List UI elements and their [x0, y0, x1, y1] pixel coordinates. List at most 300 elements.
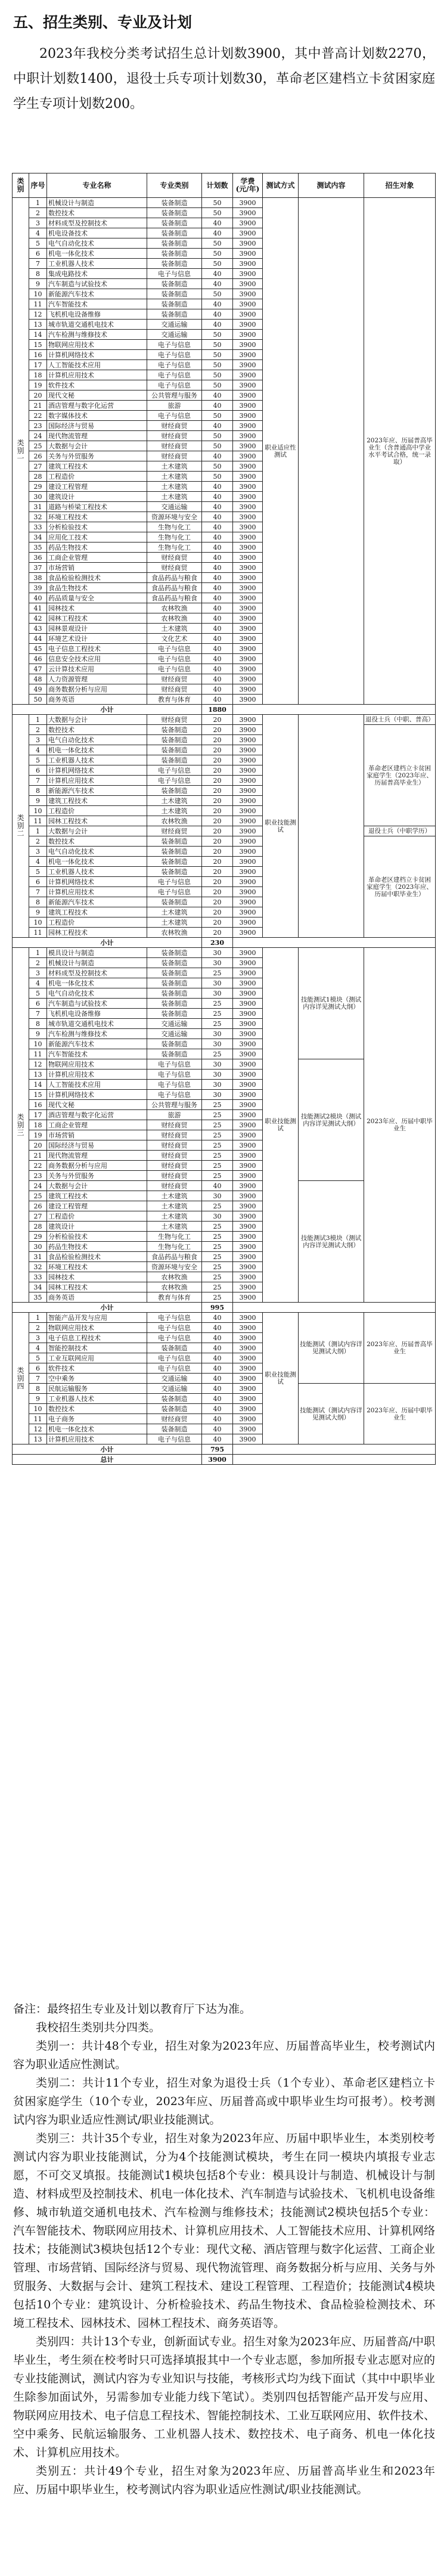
row-number: 5: [29, 988, 47, 999]
major-category: 装备制造: [147, 725, 202, 735]
plan-count: 20: [202, 735, 233, 745]
major-category: 财经商贸: [147, 1140, 202, 1151]
subtotal-label: 小计: [13, 938, 202, 948]
major-name: 物联网应用技术: [47, 1059, 147, 1070]
row-number: 1: [29, 1313, 47, 1323]
row-number: 20: [29, 1140, 47, 1151]
plan-count: 50: [202, 370, 233, 380]
tuition: 3900: [233, 380, 263, 390]
row-number: 1: [29, 198, 47, 208]
plan-count: 40: [202, 299, 233, 309]
plan-count: 40: [202, 684, 233, 695]
major-name: 药品质量与安全: [47, 593, 147, 603]
row-number: 7: [29, 259, 47, 269]
major-category: 财经商贸: [147, 715, 202, 725]
major-name: 酒店管理与数字化运营: [47, 1110, 147, 1120]
row-number: 5: [29, 867, 47, 877]
tuition: 3900: [233, 1374, 263, 1384]
plan-count: 40: [202, 1404, 233, 1414]
row-number: 33: [29, 1272, 47, 1282]
major-name: 药品生物技术: [47, 1242, 147, 1252]
major-name: 计算机应用技术: [47, 776, 147, 786]
major-name: 大数据与会计: [47, 441, 147, 451]
tuition: 3900: [233, 431, 263, 441]
subtotal-value: 1880: [202, 705, 233, 715]
tuition: 3900: [233, 1161, 263, 1171]
tuition: 3900: [233, 1100, 263, 1110]
major-name: 建筑设计: [47, 492, 147, 502]
plan-count: 20: [202, 917, 233, 928]
tuition: 3900: [233, 583, 263, 593]
plan-count: 40: [202, 502, 233, 512]
plan-count: 25: [202, 1292, 233, 1303]
major-category: 交通运输: [147, 1019, 202, 1029]
table-header-row: [13, 173, 436, 198]
major-category: 装备制造: [147, 836, 202, 847]
row-number: 41: [29, 603, 47, 613]
major-name: 工业机器人技术: [47, 1394, 147, 1404]
row-number: 30: [29, 492, 47, 502]
major-category: 电子与信息: [147, 360, 202, 370]
plan-count: 25: [202, 1272, 233, 1282]
plan-count: 20: [202, 907, 233, 917]
major-name: 计算机应用技术: [47, 370, 147, 380]
tuition: 3900: [233, 1080, 263, 1090]
major-name: 新能源汽车技术: [47, 786, 147, 796]
tuition: 3900: [233, 1191, 263, 1201]
plan-count: 30: [202, 948, 233, 958]
tuition: 3900: [233, 755, 263, 765]
tuition: 3900: [233, 1424, 263, 1434]
tuition: 3900: [233, 228, 263, 238]
plan-count: 30: [202, 978, 233, 988]
major-category: 土木建筑: [147, 492, 202, 502]
row-number: 27: [29, 1211, 47, 1222]
tuition: 3900: [233, 259, 263, 269]
row-number: 31: [29, 1252, 47, 1262]
plan-count: 50: [202, 431, 233, 441]
tuition: 3900: [233, 543, 263, 553]
major-name: 园林工程技术: [47, 816, 147, 826]
major-name: 电子商务: [47, 1414, 147, 1424]
major-category: 土木建筑: [147, 796, 202, 806]
major-category: 农林牧渔: [147, 613, 202, 624]
plan-count: 40: [202, 654, 233, 664]
tuition: 3900: [233, 928, 263, 938]
major-category: 土木建筑: [147, 907, 202, 917]
major-name: 商务英语: [47, 695, 147, 705]
row-number: 1: [29, 948, 47, 958]
plan-count: 20: [202, 887, 233, 897]
plan-count: 25: [202, 1232, 233, 1242]
row-number: 42: [29, 613, 47, 624]
plan-count: 40: [202, 482, 233, 492]
tuition: 3900: [233, 593, 263, 603]
major-category: 食品药品与粮食: [147, 583, 202, 593]
major-name: 电气自动化技术: [47, 988, 147, 999]
plan-count: 40: [202, 634, 233, 644]
row-number: 10: [29, 1404, 47, 1414]
enrollment-plan-table: [12, 173, 436, 1465]
major-category: 资源环境与安全: [147, 1262, 202, 1272]
row-number: 25: [29, 1191, 47, 1201]
major-name: 汽车检测与维修技术: [47, 1029, 147, 1039]
subtotal-value: 995: [202, 1303, 233, 1313]
subtotal-row: [13, 938, 436, 948]
major-category: 装备制造: [147, 208, 202, 218]
tuition: 3900: [233, 1049, 263, 1059]
column-header: 计划数: [202, 173, 233, 198]
row-number: 40: [29, 593, 47, 603]
major-category: 电子与信息: [147, 340, 202, 350]
plan-count: 50: [202, 461, 233, 472]
tuition: 3900: [233, 715, 263, 725]
major-category: 土木建筑: [147, 461, 202, 472]
major-name: 材料成型及控制技术: [47, 968, 147, 978]
column-header: 序号: [29, 173, 47, 198]
major-category: 装备制造: [147, 1343, 202, 1353]
tuition: 3900: [233, 249, 263, 259]
tuition: 3900: [233, 1232, 263, 1242]
table-row: [13, 1313, 436, 1323]
plan-count: 25: [202, 1019, 233, 1029]
merged-cell: 技能测试2模块（测试内容详见测试大纲）: [299, 1059, 364, 1181]
major-name: 智能控制技术: [47, 1343, 147, 1353]
major-category: 农林牧渔: [147, 603, 202, 613]
row-number: 24: [29, 431, 47, 441]
major-category: 土木建筑: [147, 1211, 202, 1222]
tuition: 3900: [233, 553, 263, 563]
table-row: [13, 725, 436, 735]
tuition: 3900: [233, 826, 263, 836]
plan-count: 40: [202, 674, 233, 684]
plan-count: 40: [202, 613, 233, 624]
tuition: 3900: [233, 370, 263, 380]
row-number: 2: [29, 208, 47, 218]
plan-count: 30: [202, 1191, 233, 1201]
major-category: 土木建筑: [147, 917, 202, 928]
major-name: 国际经济与贸易: [47, 421, 147, 431]
major-name: 工商企业管理: [47, 1120, 147, 1130]
plan-count: 25: [202, 1140, 233, 1151]
row-number: 14: [29, 1080, 47, 1090]
tuition: 3900: [233, 1171, 263, 1181]
plan-count: 20: [202, 796, 233, 806]
tuition: 3900: [233, 269, 263, 279]
tuition: 3900: [233, 816, 263, 826]
tuition: 3900: [233, 451, 263, 461]
tuition: 3900: [233, 1019, 263, 1029]
major-name: 建筑工程技术: [47, 907, 147, 917]
major-category: 财经商贸: [147, 431, 202, 441]
major-category: 教育与体育: [147, 695, 202, 705]
major-category: 财经商贸: [147, 1161, 202, 1171]
plan-count: 40: [202, 593, 233, 603]
major-name: 建筑工程技术: [47, 796, 147, 806]
major-category: 食品药品与粮食: [147, 1252, 202, 1262]
major-name: 关务与外贸服务: [47, 451, 147, 461]
tuition: 3900: [233, 309, 263, 320]
major-category: 电子与信息: [147, 1090, 202, 1100]
tuition: 3900: [233, 1059, 263, 1070]
major-name: 计算机网络技术: [47, 350, 147, 360]
major-category: 财经商贸: [147, 441, 202, 451]
plan-count: 30: [202, 1211, 233, 1222]
major-name: 环境艺术设计: [47, 634, 147, 644]
major-name: 机械设计与制造: [47, 198, 147, 208]
row-number: 28: [29, 472, 47, 482]
row-number: 28: [29, 1222, 47, 1232]
row-number: 25: [29, 441, 47, 451]
plan-count: 50: [202, 249, 233, 259]
major-category: 装备制造: [147, 786, 202, 796]
major-name: 工业机器人技术: [47, 259, 147, 269]
major-name: 人工智能技术应用: [47, 360, 147, 370]
tuition: 3900: [233, 1313, 263, 1323]
major-category: 装备制造: [147, 857, 202, 867]
major-category: 装备制造: [147, 1049, 202, 1059]
row-number: 7: [29, 887, 47, 897]
major-name: 道路与桥梁工程技术: [47, 502, 147, 512]
major-name: 关务与外贸服务: [47, 1171, 147, 1181]
plan-count: 20: [202, 897, 233, 907]
major-category: 装备制造: [147, 259, 202, 269]
major-category: 财经商贸: [147, 826, 202, 836]
total-label: 总计: [13, 1455, 202, 1465]
major-name: 数字媒体技术: [47, 411, 147, 421]
major-category: 电子与信息: [147, 380, 202, 390]
row-number: 38: [29, 573, 47, 583]
notes-paragraph: 类别二：共计11个专业，招生对象为退役士兵（1个专业）、革命老区建档立卡贫困家庭学生（10个专业，2023年应、历届普高或中职毕业生均可报考）。校考测试内容为职业适应性测试/职业技能测试。: [13, 2076, 435, 2126]
tuition: 3900: [233, 1252, 263, 1262]
column-header: 类别: [13, 173, 29, 198]
tuition: 3900: [233, 735, 263, 745]
column-header: 测试方式: [263, 173, 299, 198]
plan-count: 50: [202, 330, 233, 340]
major-name: 园林工程技术: [47, 613, 147, 624]
major-name: 新能源汽车技术: [47, 897, 147, 907]
major-category: 装备制造: [147, 755, 202, 765]
tuition: 3900: [233, 1211, 263, 1222]
row-number: 10: [29, 917, 47, 928]
major-name: 电子信息工程技术: [47, 644, 147, 654]
major-name: 电气自动化技术: [47, 238, 147, 249]
subtotal-label: 小计: [13, 1444, 202, 1455]
major-name: 环境工程技术: [47, 1262, 147, 1272]
major-category: 装备制造: [147, 897, 202, 907]
subtotal-row: [13, 1444, 436, 1455]
major-category: 装备制造: [147, 1404, 202, 1414]
tuition: 3900: [233, 624, 263, 634]
major-name: 计算机网络技术: [47, 765, 147, 776]
major-name: 机电一体化技术: [47, 857, 147, 867]
major-name: 计算机应用技术: [47, 1070, 147, 1080]
subtotal-label: 小计: [13, 705, 202, 715]
merged-cell: 2023年应、历届中职毕业生: [364, 948, 436, 1303]
row-number: 8: [29, 269, 47, 279]
row-number: 33: [29, 522, 47, 532]
tuition: 3900: [233, 1039, 263, 1049]
row-number: 43: [29, 624, 47, 634]
notes-paragraph: 类别三：共计35个专业，招生对象为2023年应、历届中职毕业生，本类别校考测试内容为职业技能测试，分为4个技能测试模块，考生在同一模块内填报专业志愿，不可交叉填报。技能测试1模块包括8个专业：模具设计与制造、机械设计与制造、材料成型及控制技术、机电一体化技术、汽车制造与试验技术、飞机机电设备维修、城市轨道交通机电技术、汽车检测与维修技术；技能测试2模块包括5个专业：汽车智能技术、物联网应用技术、计算机应用技术、人工智能技术应用、计算机网络技术；技能测试3模块包括12个专业：现代文秘、酒店管理与数字化运营、工商企业管理、市场营销、国际经济与贸易、现代物流管理、商务数据分析与应用、关务与外贸服务、大数据与会计、建筑工程技术、建设工程管理、工程造价；技能测试4模块包括10个专业：建筑设计、分析检验技术、药品生物技术、食品检验检测技术、环境工程技术、园林技术、园林工程技术、商务英语等。: [13, 2132, 435, 2330]
major-category: 食品药品与粮食: [147, 573, 202, 583]
major-category: 财经商贸: [147, 553, 202, 563]
plan-count: 20: [202, 816, 233, 826]
merged-cell: 退役士兵（中职学历）: [364, 826, 436, 836]
major-name: 汽车智能技术: [47, 299, 147, 309]
plan-count: 25: [202, 1100, 233, 1110]
subtotal-row: [13, 705, 436, 715]
plan-count: 25: [202, 1009, 233, 1019]
merged-cell: 革命老区建档立卡贫困家庭学生（2023年应、历届普高毕业生）: [364, 725, 436, 826]
major-category: 装备制造: [147, 1039, 202, 1049]
table-cell: [233, 1444, 436, 1455]
plan-count: 40: [202, 279, 233, 289]
tuition: 3900: [233, 978, 263, 988]
tuition: 3900: [233, 857, 263, 867]
row-number: 9: [29, 1029, 47, 1039]
subtotal-label: 小计: [13, 1303, 202, 1313]
row-number: 9: [29, 907, 47, 917]
major-name: 食品检验检测技术: [47, 573, 147, 583]
tuition: 3900: [233, 654, 263, 664]
major-category: 电子与信息: [147, 269, 202, 279]
merged-cell: [299, 715, 364, 938]
major-name: 电子信息工程技术: [47, 1333, 147, 1343]
plan-count: 40: [202, 553, 233, 563]
plan-count: 40: [202, 1313, 233, 1323]
notes-paragraph: 我校招生类别共分四类。: [36, 2021, 161, 2034]
major-category: 电子与信息: [147, 1333, 202, 1343]
major-category: 电子与信息: [147, 1070, 202, 1080]
column-header: 专业类别: [147, 173, 202, 198]
table-row: [13, 715, 436, 725]
plan-count: 40: [202, 573, 233, 583]
major-name: 工业互联网应用: [47, 1353, 147, 1363]
category-label: 类别三: [13, 948, 29, 1303]
tuition: 3900: [233, 806, 263, 816]
tuition: 3900: [233, 330, 263, 340]
tuition: 3900: [233, 776, 263, 786]
tuition: 3900: [233, 1029, 263, 1039]
tuition: 3900: [233, 218, 263, 228]
major-category: 土木建筑: [147, 1201, 202, 1211]
plan-count: 30: [202, 1080, 233, 1090]
major-name: 机电一体化技术: [47, 745, 147, 755]
major-category: 财经商贸: [147, 1414, 202, 1424]
major-category: 交通运输: [147, 1384, 202, 1394]
table-cell: [233, 1303, 436, 1313]
row-number: 15: [29, 340, 47, 350]
major-name: 数控技术: [47, 725, 147, 735]
major-category: 农林牧渔: [147, 928, 202, 938]
row-number: 10: [29, 1039, 47, 1049]
major-category: 土木建筑: [147, 1191, 202, 1201]
intro-paragraph: 2023年我校分类考试招生总计划数3900，其中普高计划数2270，中职计划数1400，退役士兵专项计划数30，革命老区建档立卡贫困家庭学生专项计划数200。: [13, 47, 435, 111]
row-number: 12: [29, 1059, 47, 1070]
tuition: 3900: [233, 208, 263, 218]
plan-count: 30: [202, 1059, 233, 1070]
row-number: 6: [29, 877, 47, 887]
tuition: 3900: [233, 958, 263, 968]
table-cell: [233, 938, 436, 948]
row-number: 20: [29, 390, 47, 401]
major-category: 生物与化工: [147, 543, 202, 553]
row-number: 23: [29, 421, 47, 431]
tuition: 3900: [233, 877, 263, 887]
tuition: 3900: [233, 867, 263, 877]
row-number: 30: [29, 1242, 47, 1252]
major-name: 模具设计与制造: [47, 948, 147, 958]
plan-count: 50: [202, 238, 233, 249]
row-number: 21: [29, 401, 47, 411]
notes-paragraph: 类别一：共计48个专业，招生对象为2023年应、历届普高毕业生，校考测试内容为职业适应性测试。: [13, 2039, 435, 2071]
major-name: 电气自动化技术: [47, 735, 147, 745]
tuition: 3900: [233, 1292, 263, 1303]
plan-count: 40: [202, 1414, 233, 1424]
row-number: 5: [29, 1353, 47, 1363]
plan-count: 40: [202, 401, 233, 411]
plan-count: 25: [202, 1110, 233, 1120]
plan-count: 50: [202, 360, 233, 370]
row-number: 3: [29, 218, 47, 228]
merged-cell: 职业技能测试: [263, 948, 299, 1303]
major-category: 财经商贸: [147, 1181, 202, 1191]
row-number: 22: [29, 1161, 47, 1171]
plan-count: 20: [202, 928, 233, 938]
row-number: 13: [29, 320, 47, 330]
major-name: 建筑工程技术: [47, 1191, 147, 1201]
plan-count: 40: [202, 664, 233, 674]
major-name: 环境工程技术: [47, 512, 147, 522]
major-category: 电子与信息: [147, 664, 202, 674]
row-number: 17: [29, 1110, 47, 1120]
row-number: 8: [29, 786, 47, 796]
total-value: 3900: [202, 1455, 233, 1465]
table-row: [13, 826, 436, 836]
row-number: 31: [29, 502, 47, 512]
table-row: [13, 948, 436, 958]
plan-count: 40: [202, 532, 233, 543]
major-category: 土木建筑: [147, 1222, 202, 1232]
plan-count: 40: [202, 228, 233, 238]
major-name: 集成电路技术: [47, 269, 147, 279]
major-name: 机电设备技术: [47, 228, 147, 238]
merged-cell: 技能测试3模块（测试内容详见测试大纲）: [299, 1181, 364, 1303]
tuition: 3900: [233, 401, 263, 411]
row-number: 1: [29, 826, 47, 836]
major-name: 信息安全技术应用: [47, 654, 147, 664]
plan-count: 25: [202, 1222, 233, 1232]
major-category: 财经商贸: [147, 421, 202, 431]
major-name: 现代物流管理: [47, 431, 147, 441]
merged-cell: 革命老区建档立卡贫困家庭学生（2023年应、历届中职毕业生）: [364, 836, 436, 938]
row-number: 11: [29, 928, 47, 938]
major-name: 软件技术: [47, 380, 147, 390]
plan-count: 30: [202, 958, 233, 968]
row-number: 4: [29, 1343, 47, 1353]
plan-count: 20: [202, 826, 233, 836]
tuition: 3900: [233, 1201, 263, 1211]
plan-count: 40: [202, 1424, 233, 1434]
tuition: 3900: [233, 644, 263, 654]
major-category: 装备制造: [147, 238, 202, 249]
plan-count: 25: [202, 1161, 233, 1171]
tuition: 3900: [233, 917, 263, 928]
row-number: 7: [29, 1374, 47, 1384]
tuition: 3900: [233, 695, 263, 705]
tuition: 3900: [233, 1130, 263, 1140]
